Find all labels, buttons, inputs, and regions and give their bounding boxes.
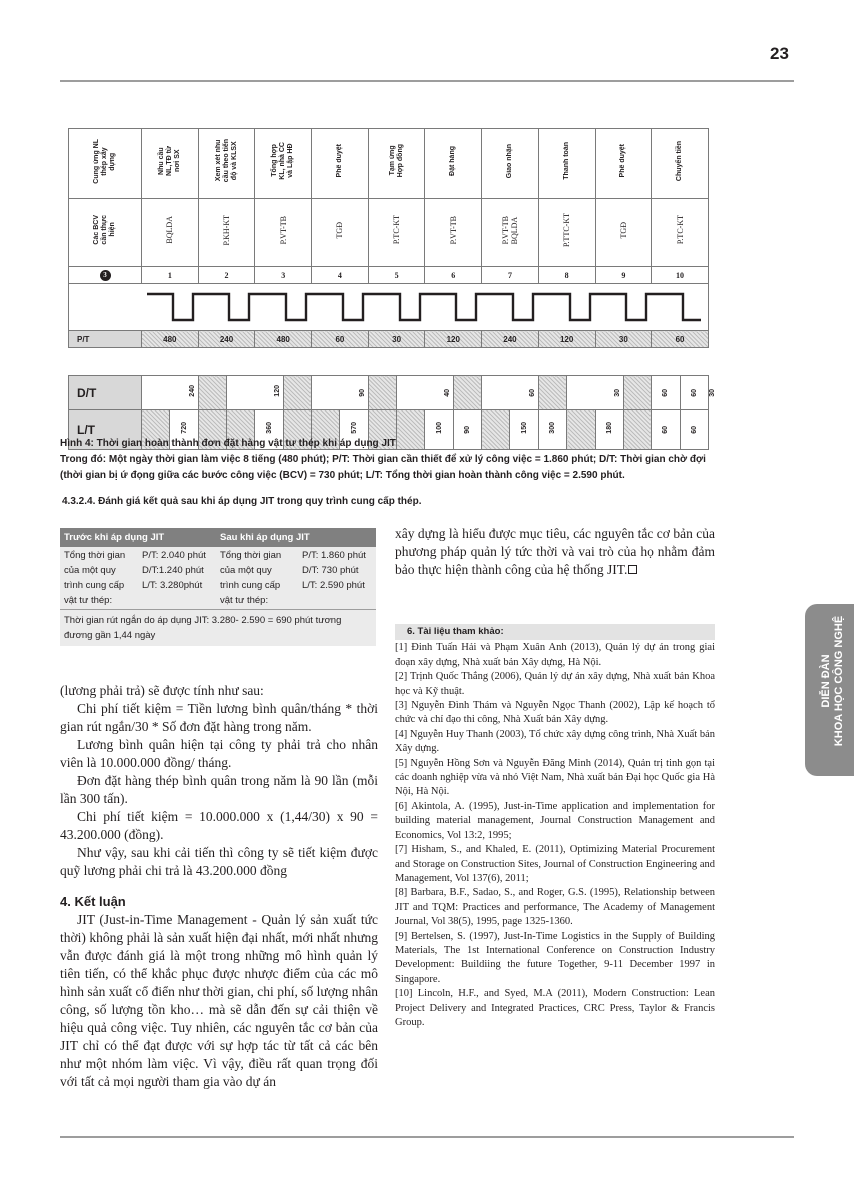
jit-process-figure [68,128,709,348]
bcv-cell: P.VT-TB [448,215,458,245]
before-label: Tổng thời gian của một quy trình cung cấp vật tư thép: [60,547,138,610]
figure-dt-row [69,376,709,410]
reference-item: [6] Akintola, A. (1995), Just-in-Time application and implementation for building material management, Journal Construction Management and Economics, Vol 13:2, 1995; [395,800,715,841]
before-header: Trước khi áp dụng JIT [60,528,216,547]
lt-cell: 100 [435,421,443,434]
lt-cell: 300 [548,421,556,434]
references-heading: 6. Tài liệu tham khảo: [395,624,715,640]
figure-header-row [69,129,709,199]
step-cell: 9 [595,267,652,284]
dt-cell: 120 [273,384,281,397]
header-cell: Đặt hàng [449,146,457,176]
figure-wave-row [69,284,709,331]
bcv-cell: TGĐ [618,221,628,239]
bcv-cell: TGĐ [335,221,345,239]
pt-cell: 240 [198,331,255,348]
paragraph: Lương bình quân hiện tại công ty phải trả cho nhân viên là 10.000.000 đồng/ tháng. [60,737,378,770]
header-cell: Phê duyệt [335,144,343,178]
step-cell: 2 [198,267,255,284]
lt-cell: 60 [690,425,698,434]
section-heading: 4.3.2.4. Đánh giá kết quả sau khi áp dụng JIT trong quy trình cung cấp thép. [62,496,422,507]
after-header: Sau khi áp dụng JIT [216,528,376,547]
comparison-row [60,547,376,610]
paragraph: Như vậy, sau khi cải tiến thì công ty sẽ tiết kiệm được quỹ lương phải chi trả là 43.200.000 đồng [60,845,378,878]
header-cell: Xem xét nhu cầu theo tiến độ và KLSX [214,139,238,183]
page-number: 23 [770,44,789,63]
comparison-header [60,528,376,547]
pt-cell: 120 [538,331,595,348]
reference-item: [3] Nguyễn Đình Thám và Nguyễn Ngọc Thanh (2002), Lập kế hoạch tổ chức và chỉ đạo thi công, Nhà Xuất bản Xây dựng. [395,700,715,726]
row-label-dt: D/T [69,376,142,410]
pt-cell: 30 [368,331,425,348]
step-cell: 4 [312,267,369,284]
dt-cell: 30 [613,388,621,397]
after-values: P/T: 1.860 phút D/T: 730 phút L/T: 2.590 phút [298,547,376,610]
figure-bcv-row [69,199,709,267]
comparison-note-row [60,610,376,647]
figure-legend: Trong đó: Một ngày thời gian làm việc 8 tiếng (480 phút); P/T: Thời gian cần thiết để xử lý công việc = 1.860 phút; D/T: Thời gian chờ đợi (thời gian bị ứ đọng giữa các bước công việc (BCV) = 730 phút; L/T: Tổng thời gian hoàn thành công việc = 2.590 phút. [60,454,706,481]
bcv-cell: P.VT-TB [278,215,288,245]
header-cell: Nhu cầu NL,TĐ từ nơi SX [157,146,181,176]
conclusion-heading: 4. Kết luận [60,894,126,909]
dt-cell: 30 [708,388,716,397]
lt-cell: 360 [265,421,273,434]
paragraph: (lương phải trả) sẽ được tính như sau: [60,683,264,698]
figure-caption: Hình 4: Thời gian hoàn thành đơn đặt hàng vật tư thép khi áp dụng JIT [60,438,396,449]
bcv-cell: BQLDA [165,216,175,244]
pt-cell: 30 [595,331,652,348]
figure-pt-row [69,331,709,348]
lt-cell: 90 [463,425,471,434]
end-square-icon [628,565,637,574]
right-column [395,525,715,579]
step-cell: 3 [255,267,312,284]
step-cell: 7 [482,267,539,284]
paragraph: JIT (Just-in-Time Management - Quản lý sản xuất tức thời) không phải là sản xuất hiện đại nhất, mới nhất nhưng vẫn được đánh giá là một trong những mô hình quản lý tiên tiến, có thể khắc phục được nhược điểm của các mô hình sản xuất cổ điển như thời gian, chi phí, số lượng nhân công, số lượng tồn kho… mà sẽ dẫn đến sự cải thiện về hiệu quả công việc. Tuy nhiên, các nguyên tắc cơ bản của JIT chỉ có thể đạt được với sự hợp tác từ tất cả các bên như một nhóm làm việc. Vì vậy, điều rất quan trọng đối với tất cả mọi người tham gia vào dự án [60,912,378,1089]
header-cell: Thanh toán [562,142,570,180]
reference-item: [1] Đinh Tuấn Hải và Phạm Xuân Anh (2013), Quản lý dự án trong giai đoạn xây dựng, Nhà xuất bản Xây dựng, Hà Nội. [395,642,715,668]
dt-cell: 60 [662,388,670,397]
lt-cell: 570 [350,421,358,434]
dt-cell: 60 [690,388,698,397]
paragraph: Chi phí tiết kiệm = 10.000.000 x (1,44/30) x 90 = 43.200.000 (đồng). [60,809,378,842]
step-cell: 8 [538,267,595,284]
bcv-cell: P.KH-KT [222,214,232,246]
lt-cell: 150 [520,421,528,434]
bcv-cell: P.VT-TB BQLDA [500,215,519,245]
pt-cell: 60 [652,331,709,348]
lt-cell: 720 [180,421,188,434]
dt-cell: 60 [528,388,536,397]
pt-cell: 120 [425,331,482,348]
pt-cell: 240 [482,331,539,348]
reference-item: [10] Lincoln, H.F., and Syed, M.A (2011), Modern Construction: Lean Project Delivery and Integrated Practices, CRC Press, Taylor & Francis Group. [395,988,715,1028]
lt-cell: 180 [605,421,613,434]
header-cell: Tạm ứng Hợp đồng [388,144,404,178]
step-cell: 5 [368,267,425,284]
header-cell: Phê duyệt [619,144,627,178]
bcv-cell: P.TTC-KT [562,213,572,247]
reference-item: [9] Bertelsen, S. (1997), Just-In-Time Logistics in the Supply of Building Materials, The 1st International Conference on Construction Industry Development: Buildiing the future Together, 9-11 December 1997 in Singapore. [395,930,715,985]
top-rule [60,80,794,82]
row-label-pt: P/T [69,331,142,348]
reference-item: [8] Barbara, B.F., Sadao, S., and Roger, G.S. (1995), Relationship between JIT and TQM: Practices and performance, The Academy of Management Journal, Vol 38(5), 1995, page 1325-1360. [395,887,715,928]
header-cell: Cung ứng NL thép xây dựng [93,138,116,184]
bcv-cell: P.TC-KT [392,215,402,245]
process-wave-diagram [69,284,708,330]
bottom-rule [60,1136,794,1138]
step-cell: 10 [652,267,709,284]
comparison-note: Thời gian rút ngắn do áp dụng JIT: 3.280- 2.590 = 690 phút tương đương gần 1,44 ngày [60,610,376,647]
row-label-lt: L/T [69,410,142,450]
reference-item: [7] Hisham, S., and Khaled, E. (2011), Optimizing Material Procurement and Storage on Construction Sites, Journal of Construction Engineering and Management, Vol 137(6), 2011; [395,844,715,884]
paragraph: Chi phí tiết kiệm = Tiền lương bình quân/tháng * thời gian rút ngắn/30 * Số đơn đặt hàng trong năm. [60,701,378,734]
step-cell: 1 [142,267,199,284]
paragraph: Đơn đặt hàng thép bình quân trong năm là 90 lần (mỗi lần 300 tấn). [60,773,378,806]
dt-cell: 240 [188,384,196,397]
reference-item: [5] Nguyễn Hồng Sơn và Nguyễn Đăng Minh (2014), Quản trị tinh gọn tại các doanh nghiệp vừa và nhỏ Việt Nam, Nhà xuất bản Đại học Quốc gia Hà Nội, Hà Nội. [395,757,715,798]
left-column [60,682,378,1091]
references [395,624,715,1030]
pt-cell: 60 [312,331,369,348]
bcv-cell: Các BCV cần thực hiện [93,215,116,245]
paragraph: xây dựng là hiểu được mục tiêu, các nguyên tắc cơ bản của phương pháp quản lý tức thời và vai trò của họ nhằm đảm bảo thực hiện thành công của hệ thống JIT. [395,526,715,577]
header-cell: Giao nhận [505,143,513,179]
before-values: P/T: 2.040 phút D/T:1.240 phút L/T: 3.280phút [138,547,216,610]
reference-item: [2] Trịnh Quốc Thắng (2006), Quản lý dự án xây dựng, Nhà xuất bản Khoa học và Kỹ thuật. [395,671,715,697]
side-tab-label: DIỄN ĐÀN KHOA HỌC CÔNG NGHỆ [820,615,845,747]
header-cell: Chuyển tiền [676,140,684,182]
figure-step-row [69,267,709,284]
reference-item: [4] Nguyễn Huy Thanh (2003), Tổ chức xây dựng công trình, Nhà Xuất bản Xây dựng. [395,728,715,755]
step-marker-icon: 3 [100,270,111,281]
dt-cell: 40 [443,388,451,397]
bcv-cell: P.TC-KT [675,215,685,245]
step-cell: 6 [425,267,482,284]
after-label: Tổng thời gian của một quy trình cung cấp vật tư thép: [216,547,298,610]
comparison-table [60,528,376,646]
pt-cell: 480 [142,331,199,348]
process-wave-svg [69,284,707,330]
dt-cell: 90 [358,388,366,397]
pt-cell: 480 [255,331,312,348]
header-cell: Tổng hợp KL, nhà CC và Lập HĐ [271,142,295,180]
lt-cell: 60 [662,425,670,434]
